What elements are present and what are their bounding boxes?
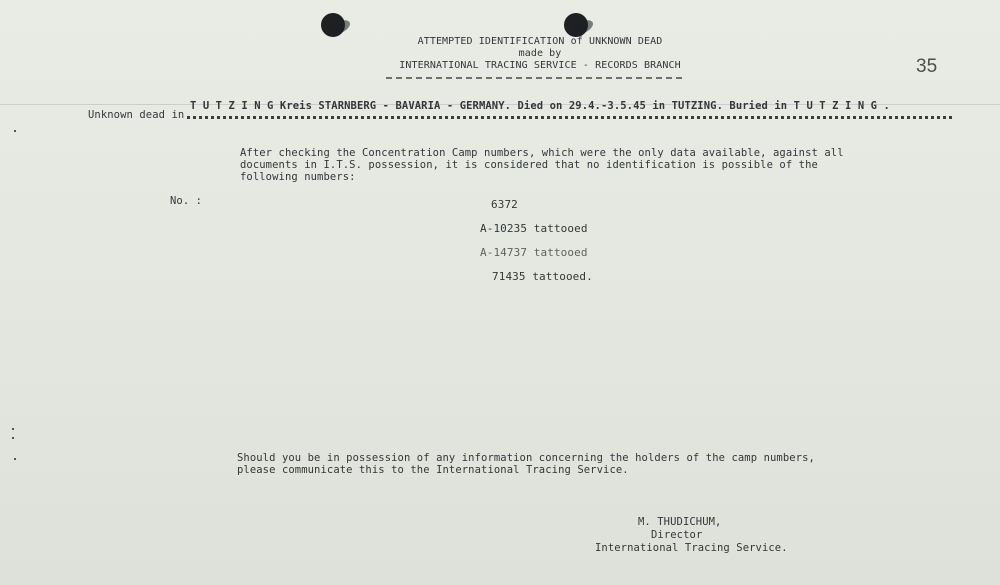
camp-number-1: 6372: [491, 198, 518, 211]
numbers-label: No. :: [170, 195, 203, 207]
body-line-1: After checking the Concentration Camp numbers, which were the only data available, against all: [240, 147, 844, 159]
body-line-3: following numbers:: [240, 171, 356, 183]
closing-line-2: please communicate this to the International Tracing Service.: [237, 464, 629, 476]
margin-mark: [12, 428, 14, 430]
body-line-2: documents in I.T.S. possession, it is considered that no identification is possible of the: [240, 159, 818, 171]
unknown-dead-details: T U T Z I N G Kreis STARNBERG - BAVARIA - GERMANY. Died on 29.4.-3.5.45 in TUTZING. Buried in T U T Z I N G .: [190, 100, 890, 112]
dotted-underline: [187, 116, 952, 119]
margin-mark: [14, 130, 16, 132]
page-number: 35: [916, 56, 938, 77]
margin-mark: [12, 437, 14, 439]
header-made-by: made by: [518, 48, 562, 59]
signature-title: Director: [651, 529, 703, 541]
camp-number-3: A-14737 tattooed: [480, 246, 588, 259]
header-divider: [386, 77, 682, 79]
unknown-dead-label: Unknown dead in: [88, 109, 185, 121]
camp-number-4: 71435 tattooed.: [492, 270, 593, 283]
punch-hole-left: [321, 13, 345, 37]
header-organization: INTERNATIONAL TRACING SERVICE - RECORDS BRANCH: [399, 60, 681, 71]
closing-line-1: Should you be in possession of any information concerning the holders of the camp numbers,: [237, 452, 815, 464]
signature-name: M. THUDICHUM,: [638, 516, 722, 528]
camp-number-2: A-10235 tattooed: [480, 222, 588, 235]
header-title: ATTEMPTED IDENTIFICATION of UNKNOWN DEAD: [417, 36, 663, 47]
margin-mark: [14, 458, 16, 460]
punch-hole-right: [564, 13, 588, 37]
signature-organization: International Tracing Service.: [595, 542, 788, 554]
